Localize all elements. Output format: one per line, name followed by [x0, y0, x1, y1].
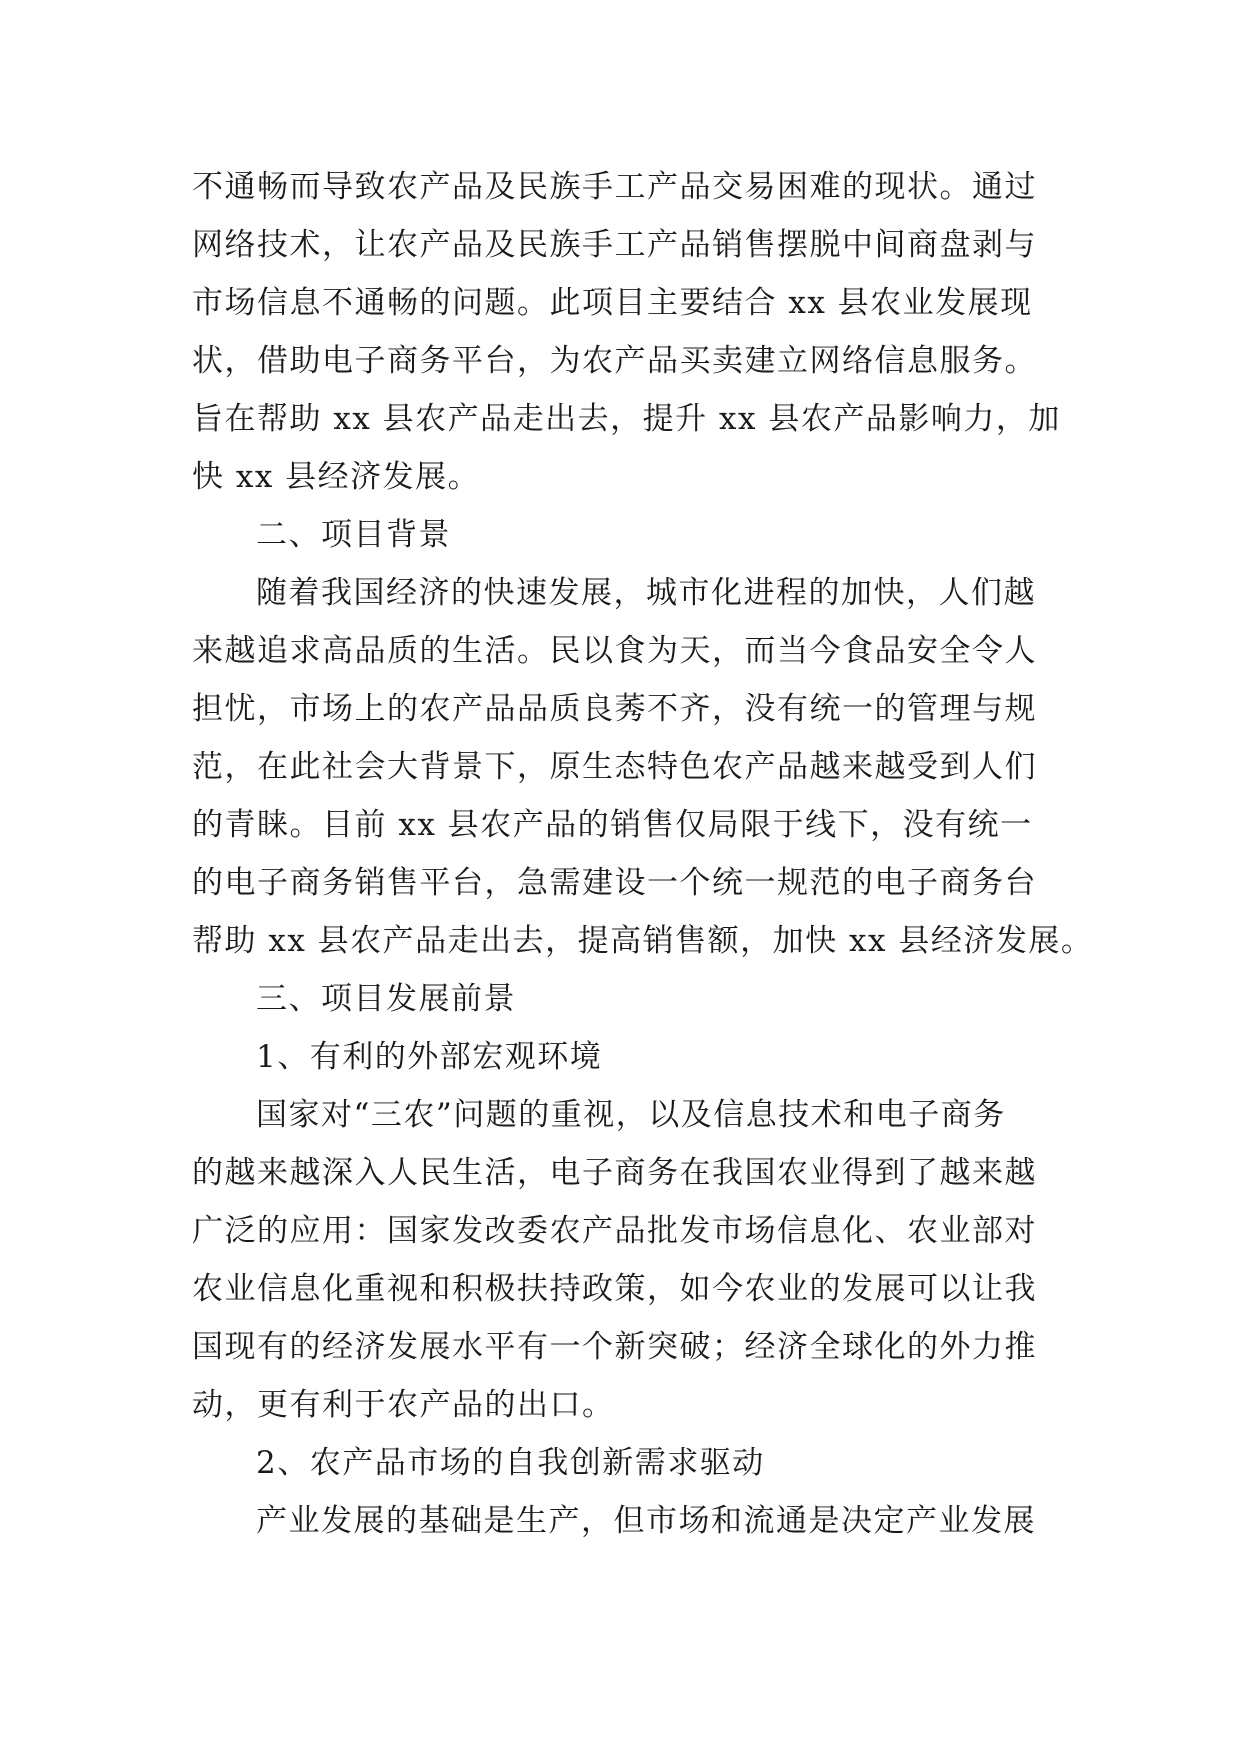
text-line: 1、有利的外部宏观环境 [256, 1039, 603, 1075]
text-line: 不通畅而导致农产品及民族手工产品交易困难的现状。通过 [192, 169, 1037, 205]
text-line: 旨在帮助 xx 县农产品走出去，提升 xx 县农产品影响力，加 [192, 401, 1061, 437]
text-line: 来越追求高品质的生活。民以食为天，而当今食品安全令人 [192, 633, 1037, 669]
text-line: 国现有的经济发展水平有一个新突破；经济全球化的外力推 [192, 1329, 1037, 1365]
text-line: 国家对“三农”问题的重视，以及信息技术和电子商务 [256, 1097, 1006, 1133]
text-line: 动，更有利于农产品的出口。 [192, 1387, 615, 1423]
text-line: 的青睐。目前 xx 县农产品的销售仅局限于线下，没有统一 [192, 807, 1033, 843]
text-line: 范，在此社会大背景下，原生态特色农产品越来越受到人们 [192, 749, 1037, 785]
text-line: 2、农产品市场的自我创新需求驱动 [256, 1445, 765, 1481]
text-line: 市场信息不通畅的问题。此项目主要结合 xx 县农业发展现 [192, 285, 1033, 321]
text-line: 农业信息化重视和积极扶持政策，如今农业的发展可以让我 [192, 1271, 1037, 1307]
text-line: 状，借助电子商务平台，为农产品买卖建立网络信息服务。 [192, 343, 1037, 379]
text-line: 三、项目发展前景 [256, 981, 516, 1017]
text-line: 随着我国经济的快速发展，城市化进程的加快，人们越 [256, 575, 1036, 611]
text-line: 二、项目背景 [256, 517, 451, 553]
text-line: 产业发展的基础是生产，但市场和流通是决定产业发展 [256, 1503, 1036, 1539]
text-line: 担忧，市场上的农产品品质良莠不齐，没有统一的管理与规 [192, 691, 1037, 727]
text-line: 的电子商务销售平台，急需建设一个统一规范的电子商务台 [192, 865, 1037, 901]
document-body [192, 158, 1094, 1550]
text-line: 快 xx 县经济发展。 [192, 459, 481, 495]
text-line: 广泛的应用：国家发改委农产品批发市场信息化、农业部对 [192, 1213, 1037, 1249]
text-line: 帮助 xx 县农产品走出去，提高销售额，加快 xx 县经济发展。 [192, 923, 1094, 959]
text-line: 的越来越深入人民生活，电子商务在我国农业得到了越来越 [192, 1155, 1037, 1191]
text-line: 网络技术，让农产品及民族手工产品销售摆脱中间商盘剥与 [192, 227, 1037, 263]
